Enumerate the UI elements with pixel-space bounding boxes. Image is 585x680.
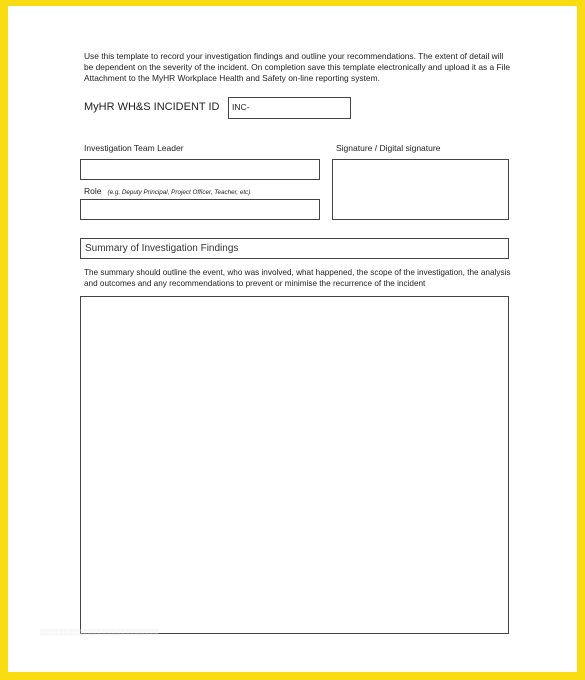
incident-id-value: INC-	[232, 102, 250, 112]
role-hint: (e.g. Deputy Principal, Project Officer, Teacher, etc)	[107, 189, 251, 196]
role-label-row	[84, 186, 250, 196]
form-page	[8, 6, 577, 672]
role-field[interactable]	[80, 199, 320, 220]
summary-header	[80, 238, 509, 259]
summary-description: The summary should outline the event, who was involved, what happened, the scope of the investigation, the analysis and outcomes and any recommendations to prevent or minimise the recurrence of the incident	[84, 268, 511, 288]
summary-title: Summary of Investigation Findings	[85, 243, 239, 254]
role-label: Role	[84, 186, 102, 196]
incident-id-label: MyHR WH&S INCIDENT ID	[84, 101, 220, 113]
team-leader-field[interactable]	[80, 159, 320, 180]
intro-text: Use this template to record your investigation findings and outline your recommendations. The extent of detail will be dependent on the severity of the incident. On completion save this template electronically and upload it as a File Attachment to the MyHR Workplace Health and Safety on-line reporting system.	[84, 51, 510, 83]
watermark: ▒▒▒▒▒▒▒▒▒▒▒▒▒▒▒▒▒▒▒▒▒▒▒▒▒	[40, 630, 159, 636]
team-leader-label: Investigation Team Leader	[84, 143, 184, 153]
findings-textarea[interactable]	[80, 296, 509, 634]
signature-label: Signature / Digital signature	[336, 143, 441, 153]
signature-field[interactable]	[332, 159, 509, 220]
incident-id-field[interactable]	[228, 97, 351, 119]
